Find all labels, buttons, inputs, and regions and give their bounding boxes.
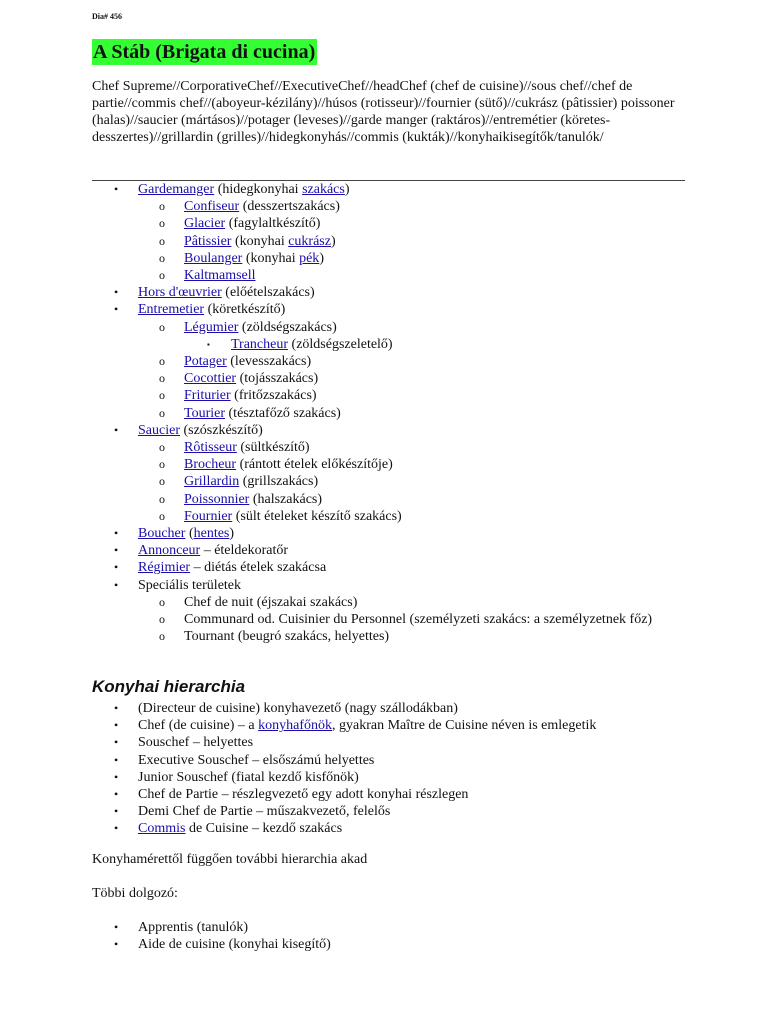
list-item-tournant bbox=[92, 628, 684, 645]
bullet-circle-icon: o bbox=[159, 354, 165, 369]
bullet-circle-icon: o bbox=[159, 405, 165, 420]
item-text: (halszakács) bbox=[249, 491, 323, 507]
list-item-annonceur bbox=[92, 542, 692, 559]
list-item-kaltmamsell bbox=[92, 267, 684, 284]
list-item-cocottier bbox=[92, 370, 684, 387]
list-item-glacier bbox=[92, 215, 684, 232]
bullet-disc-icon: • bbox=[114, 302, 119, 317]
list-item-potager bbox=[92, 353, 684, 370]
item-text: Tournant (beugró szakács, helyettes) bbox=[184, 629, 390, 645]
link-cukrasz[interactable]: cukrász bbox=[288, 233, 331, 249]
link-rotisseur[interactable]: Rôtisseur bbox=[184, 440, 237, 456]
link-commis[interactable]: Commis bbox=[138, 821, 186, 837]
link-confiseur[interactable]: Confiseur bbox=[184, 199, 240, 215]
bullet-circle-icon: o bbox=[159, 457, 165, 472]
link-cocottier[interactable]: Cocottier bbox=[184, 371, 237, 387]
list-item-legumier bbox=[92, 319, 684, 336]
item-text: (előételszakács) bbox=[221, 285, 315, 301]
link-legumier[interactable]: Légumier bbox=[184, 319, 239, 335]
item-text: – diétás ételek szakácsa bbox=[190, 560, 327, 576]
bullet-circle-icon: o bbox=[159, 612, 165, 627]
item-text: Aide de cuisine (konyhai kisegítő) bbox=[138, 937, 331, 953]
item-text: (zöldségszakács) bbox=[238, 319, 337, 335]
bullet-circle-icon: o bbox=[159, 233, 165, 248]
link-boucher[interactable]: Boucher bbox=[138, 526, 186, 542]
hierarchy-list bbox=[92, 700, 692, 838]
bullet-disc-icon: • bbox=[114, 560, 119, 575]
list-item-tourier bbox=[92, 405, 684, 422]
bullet-circle-icon: o bbox=[159, 629, 165, 644]
link-poissonnier[interactable]: Poissonnier bbox=[184, 491, 250, 507]
item-text: (hidegkonyhai bbox=[214, 182, 303, 197]
item-text: Chef de Partie – részlegvezető egy adott konyhai részlegen bbox=[138, 787, 469, 803]
item-text: (fagylaltkészítő) bbox=[225, 216, 321, 232]
link-glacier[interactable]: Glacier bbox=[184, 216, 226, 232]
list-item-fournier bbox=[92, 508, 684, 525]
other-staff-list bbox=[92, 919, 692, 953]
list-item-communard bbox=[92, 611, 684, 628]
item-text: , gyakran Maître de Cuisine néven is emlegetik bbox=[332, 718, 597, 734]
item-text: (konyhai bbox=[242, 250, 300, 266]
item-text: (grillszakács) bbox=[239, 474, 319, 490]
item-text: (köretkészítő) bbox=[204, 302, 286, 318]
list-item-boucher bbox=[92, 525, 692, 542]
item-text: Demi Chef de Partie – műszakvezető, felelős bbox=[138, 804, 391, 820]
item-text: de Cuisine – kezdő szakács bbox=[185, 821, 343, 837]
bullet-circle-icon: o bbox=[159, 474, 165, 489]
link-fournier[interactable]: Fournier bbox=[184, 508, 233, 524]
bullet-disc-icon: • bbox=[114, 182, 119, 196]
link-tourier[interactable]: Tourier bbox=[184, 405, 226, 421]
list-item bbox=[92, 786, 692, 803]
link-gardemanger[interactable]: Gardemanger bbox=[138, 182, 215, 197]
list-item bbox=[92, 700, 692, 717]
link-grillardin[interactable]: Grillardin bbox=[184, 474, 240, 490]
item-text: (fritőzszakács) bbox=[230, 388, 317, 404]
bullet-disc-icon: • bbox=[114, 937, 119, 952]
staff-list bbox=[92, 181, 692, 645]
item-text: Apprentis (tanulók) bbox=[138, 920, 249, 935]
item-text: (rántott ételek előkészítője) bbox=[236, 457, 393, 473]
item-text: (tojásszakács) bbox=[236, 371, 319, 387]
bullet-disc-icon: • bbox=[114, 920, 119, 934]
section-heading-hierarchy: Konyhai hierarchia bbox=[92, 677, 246, 696]
paragraph-hierarchy-note: Konyhamérettől függően további hierarchia akad bbox=[92, 852, 368, 867]
link-regimier[interactable]: Régimier bbox=[138, 560, 191, 576]
item-text: Communard od. Cuisinier du Personnel (személyzeti szakács: a személyzetnek főz) bbox=[184, 612, 653, 628]
bullet-disc-icon: • bbox=[114, 701, 119, 715]
list-item bbox=[92, 803, 692, 820]
list-item bbox=[92, 820, 692, 837]
item-text: (sültkészítő) bbox=[236, 440, 310, 456]
item-text: Souschef – helyettes bbox=[138, 735, 254, 751]
list-item-entremetier bbox=[92, 301, 692, 318]
item-text: ) bbox=[319, 250, 324, 266]
list-item bbox=[92, 769, 692, 786]
list-item-patissier bbox=[92, 233, 684, 250]
link-saucier[interactable]: Saucier bbox=[138, 422, 180, 438]
list-item-trancheur bbox=[92, 336, 692, 353]
page-title: A Stáb (Brigata di cucina) bbox=[93, 41, 316, 63]
bullet-circle-icon: o bbox=[159, 216, 165, 231]
list-item bbox=[92, 752, 692, 769]
bullet-disc-icon: • bbox=[114, 769, 119, 784]
item-text: Junior Souschef (fiatal kezdő kisfőnök) bbox=[138, 769, 359, 785]
bullet-disc-icon: • bbox=[114, 735, 119, 750]
list-item-saucier bbox=[92, 422, 692, 439]
item-text: (zöldségszeletelő) bbox=[288, 336, 393, 352]
item-text: ) bbox=[229, 526, 235, 542]
item-text: ) bbox=[344, 182, 350, 197]
list-item-grillardin bbox=[92, 473, 684, 490]
item-text: (desszertszakács) bbox=[239, 199, 340, 215]
list-item-special bbox=[92, 577, 692, 594]
intro-paragraph: Chef Supreme//CorporativeChef//ExecutiveChef//headChef (chef de cuisine)//sous chef//chef de partie//commis chef//(aboyeur-kézilány)//húsos (rotisseur)//fournier (sütő)//cukrász (pâtissier) poissoner (halas)//saucier (mártásos)//potager (leveses)//garde manger (raktáros)//entremétier (köretes-desszertes)//grillardin (grilles)//hidegkonyhás//commis (kukták)//konyhaikisegítők/tanulók/ bbox=[92, 79, 675, 145]
bullet-disc-icon: • bbox=[114, 526, 119, 541]
item-text: (tésztafőző szakács) bbox=[225, 405, 341, 421]
bullet-disc-icon: • bbox=[114, 285, 119, 300]
paragraph-other-staff: Többi dolgozó: bbox=[92, 886, 178, 901]
link-szakacs[interactable]: szakács bbox=[302, 182, 345, 197]
list-item-brocheur bbox=[92, 456, 684, 473]
list-item bbox=[92, 936, 692, 953]
link-konyhafonok[interactable]: konyhafőnök bbox=[258, 718, 333, 734]
link-potager[interactable]: Potager bbox=[184, 354, 227, 370]
link-friturier[interactable]: Friturier bbox=[184, 388, 231, 404]
item-text: (szószkészítő) bbox=[179, 422, 263, 438]
link-patissier[interactable]: Pâtissier bbox=[184, 233, 232, 249]
bullet-circle-icon: o bbox=[159, 440, 165, 455]
link-boulanger[interactable]: Boulanger bbox=[184, 250, 243, 266]
item-text: (konyhai bbox=[231, 233, 289, 249]
bullet-circle-icon: o bbox=[159, 268, 165, 283]
list-item bbox=[92, 717, 692, 734]
bullet-circle-icon: o bbox=[159, 319, 165, 334]
list-item-poissonnier bbox=[92, 491, 684, 508]
item-text: (Directeur de cuisine) konyhavezető (nagy szállodákban) bbox=[138, 701, 458, 716]
bullet-square-icon: ▪ bbox=[207, 339, 210, 349]
bullet-circle-icon: o bbox=[159, 388, 165, 403]
item-text: (sült ételeket készítő szakács) bbox=[232, 508, 402, 524]
list-item-boulanger bbox=[92, 250, 684, 267]
bullet-disc-icon: • bbox=[114, 543, 119, 558]
bullet-circle-icon: o bbox=[159, 199, 165, 214]
list-item bbox=[92, 919, 692, 936]
list-item-chef-de-nuit bbox=[92, 594, 684, 611]
item-text: Executive Souschef – elsőszámú helyettes bbox=[138, 752, 375, 768]
link-hentes[interactable]: hentes bbox=[193, 526, 230, 542]
list-item-confiseur bbox=[92, 198, 684, 215]
item-text: Speciális területek bbox=[138, 577, 242, 593]
link-trancheur[interactable]: Trancheur bbox=[231, 336, 289, 352]
list-item-hors-doeuvrier bbox=[92, 284, 692, 301]
link-hors-doeuvrier[interactable]: Hors d'œuvrier bbox=[138, 285, 222, 301]
item-text: (levesszakács) bbox=[226, 354, 312, 370]
bullet-disc-icon: • bbox=[114, 422, 119, 437]
link-kaltmamsell[interactable]: Kaltmamsell bbox=[184, 268, 256, 284]
list-item-regimier bbox=[92, 559, 692, 576]
bullet-circle-icon: o bbox=[159, 491, 165, 506]
link-brocheur[interactable]: Brocheur bbox=[184, 457, 237, 473]
list-item-friturier bbox=[92, 387, 684, 404]
item-text: ) bbox=[330, 233, 336, 249]
bullet-disc-icon: • bbox=[114, 821, 119, 836]
bullet-disc-icon: • bbox=[114, 804, 119, 819]
list-item-rotisseur bbox=[92, 439, 684, 456]
item-text: Chef (de cuisine) – a bbox=[138, 718, 259, 734]
link-annonceur[interactable]: Annonceur bbox=[138, 543, 201, 559]
bullet-circle-icon: o bbox=[159, 508, 165, 523]
link-pek[interactable]: pék bbox=[299, 250, 320, 266]
bullet-disc-icon: • bbox=[114, 752, 119, 767]
bullet-circle-icon: o bbox=[159, 371, 165, 386]
item-text: – ételdekoratőr bbox=[200, 543, 289, 559]
item-text: ( bbox=[185, 526, 194, 542]
bullet-disc-icon: • bbox=[114, 577, 119, 592]
list-item-gardemanger bbox=[92, 181, 692, 198]
link-entremetier[interactable]: Entremetier bbox=[138, 302, 205, 318]
bullet-disc-icon: • bbox=[114, 718, 119, 733]
bullet-circle-icon: o bbox=[159, 250, 165, 265]
slide-number-label: Dia# 456 bbox=[92, 12, 122, 21]
bullet-disc-icon: • bbox=[114, 787, 119, 802]
item-text: Chef de nuit (éjszakai szakács) bbox=[184, 594, 358, 610]
bullet-circle-icon: o bbox=[159, 594, 165, 609]
list-item bbox=[92, 734, 692, 751]
